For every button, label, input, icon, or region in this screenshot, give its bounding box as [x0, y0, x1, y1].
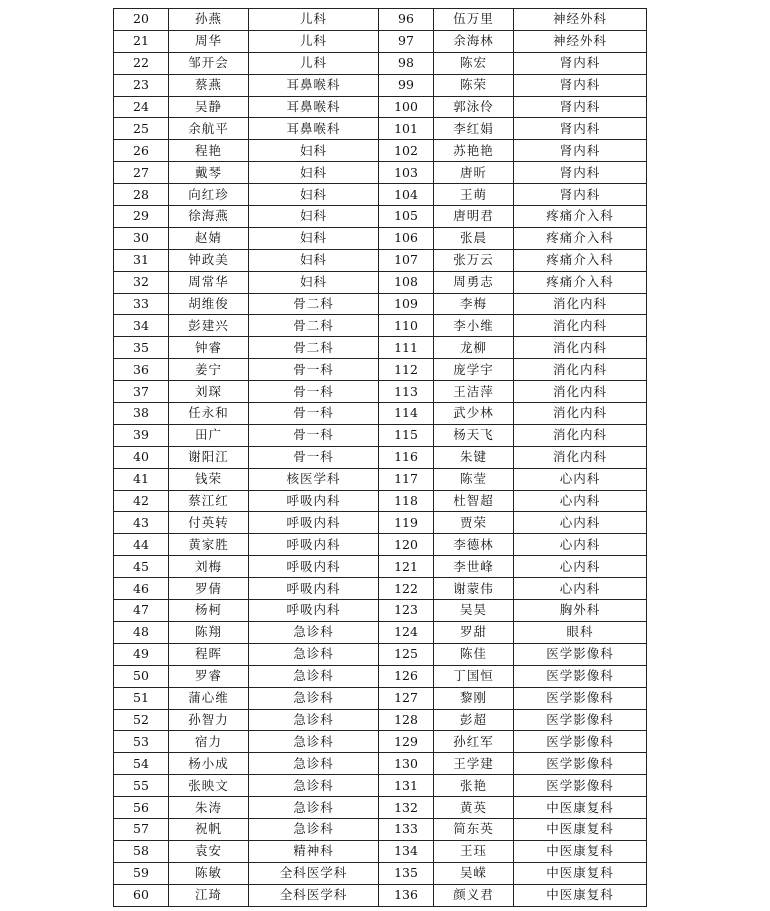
right-name-cell: 吴昊 — [434, 600, 514, 622]
left-name-cell: 张映文 — [169, 775, 249, 797]
left-number-cell: 30 — [114, 227, 169, 249]
left-number-cell: 26 — [114, 140, 169, 162]
table-row — [114, 9, 647, 31]
right-name-cell: 陈莹 — [434, 468, 514, 490]
left-department-cell: 急诊科 — [249, 797, 379, 819]
left-number-cell: 32 — [114, 271, 169, 293]
right-number-cell: 112 — [379, 359, 434, 381]
left-number-cell: 50 — [114, 665, 169, 687]
left-name-cell: 赵婧 — [169, 227, 249, 249]
table-row — [114, 643, 647, 665]
left-name-cell: 江琦 — [169, 884, 249, 906]
right-department-cell: 疼痛介入科 — [514, 227, 647, 249]
left-name-cell: 谢阳江 — [169, 446, 249, 468]
right-name-cell: 李红娟 — [434, 118, 514, 140]
right-name-cell: 杜智超 — [434, 490, 514, 512]
right-number-cell: 129 — [379, 731, 434, 753]
right-name-cell: 王洁萍 — [434, 381, 514, 403]
staff-roster-table — [113, 8, 647, 907]
right-number-cell: 133 — [379, 818, 434, 840]
right-number-cell: 98 — [379, 52, 434, 74]
right-number-cell: 132 — [379, 797, 434, 819]
right-name-cell: 郭泳伶 — [434, 96, 514, 118]
right-department-cell: 肾内科 — [514, 52, 647, 74]
left-number-cell: 43 — [114, 512, 169, 534]
right-department-cell: 肾内科 — [514, 140, 647, 162]
right-department-cell: 消化内科 — [514, 381, 647, 403]
left-number-cell: 46 — [114, 578, 169, 600]
left-department-cell: 骨一科 — [249, 446, 379, 468]
left-number-cell: 54 — [114, 753, 169, 775]
left-department-cell: 耳鼻喉科 — [249, 74, 379, 96]
left-number-cell: 22 — [114, 52, 169, 74]
right-number-cell: 117 — [379, 468, 434, 490]
right-name-cell: 张艳 — [434, 775, 514, 797]
right-number-cell: 130 — [379, 753, 434, 775]
table-row — [114, 797, 647, 819]
table-row — [114, 534, 647, 556]
left-name-cell: 朱涛 — [169, 797, 249, 819]
left-department-cell: 儿科 — [249, 52, 379, 74]
right-number-cell: 134 — [379, 840, 434, 862]
right-name-cell: 贾荣 — [434, 512, 514, 534]
right-name-cell: 简东英 — [434, 818, 514, 840]
left-number-cell: 34 — [114, 315, 169, 337]
left-name-cell: 蔡燕 — [169, 74, 249, 96]
left-department-cell: 核医学科 — [249, 468, 379, 490]
left-department-cell: 妇科 — [249, 162, 379, 184]
right-department-cell: 中医康复科 — [514, 884, 647, 906]
table-row — [114, 884, 647, 906]
left-name-cell: 田广 — [169, 424, 249, 446]
table-row — [114, 52, 647, 74]
left-department-cell: 骨一科 — [249, 359, 379, 381]
right-number-cell: 135 — [379, 862, 434, 884]
table-row — [114, 118, 647, 140]
right-name-cell: 王学建 — [434, 753, 514, 775]
left-name-cell: 蒲心维 — [169, 687, 249, 709]
left-department-cell: 耳鼻喉科 — [249, 96, 379, 118]
left-name-cell: 姜宁 — [169, 359, 249, 381]
right-name-cell: 李世峰 — [434, 556, 514, 578]
right-department-cell: 医学影像科 — [514, 775, 647, 797]
left-number-cell: 60 — [114, 884, 169, 906]
table-row — [114, 140, 647, 162]
right-name-cell: 唐明君 — [434, 206, 514, 228]
table-row — [114, 753, 647, 775]
right-name-cell: 罗甜 — [434, 621, 514, 643]
table-row — [114, 359, 647, 381]
right-department-cell: 肾内科 — [514, 184, 647, 206]
right-number-cell: 104 — [379, 184, 434, 206]
right-name-cell: 王珏 — [434, 840, 514, 862]
table-row — [114, 381, 647, 403]
left-name-cell: 孙智力 — [169, 709, 249, 731]
right-department-cell: 心内科 — [514, 468, 647, 490]
left-number-cell: 25 — [114, 118, 169, 140]
right-name-cell: 黄英 — [434, 797, 514, 819]
left-department-cell: 骨二科 — [249, 337, 379, 359]
right-department-cell: 疼痛介入科 — [514, 249, 647, 271]
left-number-cell: 20 — [114, 9, 169, 31]
right-number-cell: 122 — [379, 578, 434, 600]
table-row — [114, 709, 647, 731]
left-department-cell: 骨一科 — [249, 381, 379, 403]
right-name-cell: 龙柳 — [434, 337, 514, 359]
table-row — [114, 184, 647, 206]
left-name-cell: 邹开会 — [169, 52, 249, 74]
right-name-cell: 谢蒙伟 — [434, 578, 514, 600]
left-number-cell: 37 — [114, 381, 169, 403]
left-number-cell: 55 — [114, 775, 169, 797]
left-number-cell: 27 — [114, 162, 169, 184]
right-department-cell: 消化内科 — [514, 446, 647, 468]
right-department-cell: 肾内科 — [514, 162, 647, 184]
left-name-cell: 祝帆 — [169, 818, 249, 840]
right-number-cell: 110 — [379, 315, 434, 337]
left-department-cell: 急诊科 — [249, 731, 379, 753]
table-row — [114, 271, 647, 293]
left-department-cell: 急诊科 — [249, 753, 379, 775]
left-department-cell: 急诊科 — [249, 818, 379, 840]
left-name-cell: 彭建兴 — [169, 315, 249, 337]
right-number-cell: 97 — [379, 30, 434, 52]
right-department-cell: 心内科 — [514, 556, 647, 578]
right-number-cell: 103 — [379, 162, 434, 184]
right-department-cell: 神经外科 — [514, 9, 647, 31]
right-number-cell: 125 — [379, 643, 434, 665]
right-name-cell: 苏艳艳 — [434, 140, 514, 162]
left-name-cell: 吴静 — [169, 96, 249, 118]
right-name-cell: 余海林 — [434, 30, 514, 52]
right-department-cell: 胸外科 — [514, 600, 647, 622]
left-name-cell: 任永和 — [169, 403, 249, 425]
left-department-cell: 呼吸内科 — [249, 490, 379, 512]
left-name-cell: 罗睿 — [169, 665, 249, 687]
left-name-cell: 钟政美 — [169, 249, 249, 271]
table-row — [114, 403, 647, 425]
right-number-cell: 127 — [379, 687, 434, 709]
right-department-cell: 心内科 — [514, 578, 647, 600]
left-department-cell: 精神科 — [249, 840, 379, 862]
table-row — [114, 96, 647, 118]
table-row — [114, 227, 647, 249]
table-row — [114, 490, 647, 512]
right-name-cell: 吴嵘 — [434, 862, 514, 884]
right-name-cell: 彭超 — [434, 709, 514, 731]
table-row — [114, 512, 647, 534]
right-department-cell: 医学影像科 — [514, 731, 647, 753]
left-number-cell: 23 — [114, 74, 169, 96]
table-row — [114, 818, 647, 840]
table-row — [114, 162, 647, 184]
right-department-cell: 肾内科 — [514, 96, 647, 118]
right-name-cell: 唐昕 — [434, 162, 514, 184]
table-row — [114, 578, 647, 600]
right-name-cell: 李梅 — [434, 293, 514, 315]
roster-body — [114, 9, 647, 907]
left-name-cell: 刘琛 — [169, 381, 249, 403]
left-department-cell: 骨一科 — [249, 403, 379, 425]
left-department-cell: 全科医学科 — [249, 884, 379, 906]
right-department-cell: 消化内科 — [514, 337, 647, 359]
right-number-cell: 106 — [379, 227, 434, 249]
right-department-cell: 消化内科 — [514, 293, 647, 315]
right-number-cell: 105 — [379, 206, 434, 228]
right-number-cell: 120 — [379, 534, 434, 556]
left-department-cell: 儿科 — [249, 9, 379, 31]
right-department-cell: 医学影像科 — [514, 643, 647, 665]
left-name-cell: 孙燕 — [169, 9, 249, 31]
right-name-cell: 陈佳 — [434, 643, 514, 665]
left-name-cell: 黄家胜 — [169, 534, 249, 556]
left-department-cell: 急诊科 — [249, 621, 379, 643]
left-name-cell: 罗倩 — [169, 578, 249, 600]
table-row — [114, 556, 647, 578]
left-name-cell: 胡维俊 — [169, 293, 249, 315]
left-number-cell: 40 — [114, 446, 169, 468]
left-department-cell: 呼吸内科 — [249, 534, 379, 556]
left-number-cell: 57 — [114, 818, 169, 840]
right-department-cell: 消化内科 — [514, 403, 647, 425]
left-number-cell: 52 — [114, 709, 169, 731]
left-number-cell: 45 — [114, 556, 169, 578]
right-number-cell: 118 — [379, 490, 434, 512]
left-department-cell: 急诊科 — [249, 775, 379, 797]
right-department-cell: 心内科 — [514, 490, 647, 512]
left-department-cell: 骨二科 — [249, 293, 379, 315]
left-department-cell: 妇科 — [249, 227, 379, 249]
right-department-cell: 中医康复科 — [514, 818, 647, 840]
right-department-cell: 消化内科 — [514, 424, 647, 446]
left-name-cell: 钟睿 — [169, 337, 249, 359]
right-name-cell: 张万云 — [434, 249, 514, 271]
right-number-cell: 101 — [379, 118, 434, 140]
table-row — [114, 840, 647, 862]
table-row — [114, 293, 647, 315]
right-number-cell: 131 — [379, 775, 434, 797]
right-number-cell: 114 — [379, 403, 434, 425]
left-number-cell: 41 — [114, 468, 169, 490]
left-number-cell: 33 — [114, 293, 169, 315]
left-number-cell: 51 — [114, 687, 169, 709]
left-name-cell: 徐海燕 — [169, 206, 249, 228]
left-number-cell: 38 — [114, 403, 169, 425]
right-department-cell: 中医康复科 — [514, 840, 647, 862]
table-row — [114, 621, 647, 643]
left-number-cell: 58 — [114, 840, 169, 862]
right-name-cell: 孙红军 — [434, 731, 514, 753]
table-row — [114, 337, 647, 359]
left-name-cell: 向红珍 — [169, 184, 249, 206]
table-row — [114, 30, 647, 52]
left-number-cell: 53 — [114, 731, 169, 753]
table-row — [114, 74, 647, 96]
right-name-cell: 朱键 — [434, 446, 514, 468]
left-department-cell: 骨二科 — [249, 315, 379, 337]
right-name-cell: 陈荣 — [434, 74, 514, 96]
right-department-cell: 医学影像科 — [514, 687, 647, 709]
right-name-cell: 伍万里 — [434, 9, 514, 31]
left-name-cell: 陈翔 — [169, 621, 249, 643]
right-name-cell: 杨天飞 — [434, 424, 514, 446]
right-department-cell: 疼痛介入科 — [514, 271, 647, 293]
left-department-cell: 耳鼻喉科 — [249, 118, 379, 140]
right-name-cell: 丁国恒 — [434, 665, 514, 687]
left-name-cell: 宿力 — [169, 731, 249, 753]
table-row — [114, 206, 647, 228]
right-number-cell: 111 — [379, 337, 434, 359]
left-department-cell: 急诊科 — [249, 709, 379, 731]
left-name-cell: 程艳 — [169, 140, 249, 162]
right-name-cell: 颜义君 — [434, 884, 514, 906]
left-name-cell: 陈敏 — [169, 862, 249, 884]
table-row — [114, 862, 647, 884]
right-number-cell: 136 — [379, 884, 434, 906]
right-number-cell: 109 — [379, 293, 434, 315]
right-number-cell: 119 — [379, 512, 434, 534]
right-name-cell: 庞学宇 — [434, 359, 514, 381]
right-number-cell: 126 — [379, 665, 434, 687]
right-name-cell: 周勇志 — [434, 271, 514, 293]
right-department-cell: 肾内科 — [514, 118, 647, 140]
table-row — [114, 687, 647, 709]
table-row — [114, 731, 647, 753]
table-row — [114, 775, 647, 797]
left-name-cell: 周华 — [169, 30, 249, 52]
left-name-cell: 杨小成 — [169, 753, 249, 775]
table-row — [114, 468, 647, 490]
right-number-cell: 123 — [379, 600, 434, 622]
left-number-cell: 21 — [114, 30, 169, 52]
right-department-cell: 疼痛介入科 — [514, 206, 647, 228]
left-department-cell: 呼吸内科 — [249, 600, 379, 622]
left-number-cell: 44 — [114, 534, 169, 556]
left-number-cell: 31 — [114, 249, 169, 271]
table-row — [114, 424, 647, 446]
right-number-cell: 96 — [379, 9, 434, 31]
right-department-cell: 肾内科 — [514, 74, 647, 96]
left-department-cell: 呼吸内科 — [249, 556, 379, 578]
table-row — [114, 600, 647, 622]
right-name-cell: 王萌 — [434, 184, 514, 206]
left-department-cell: 骨一科 — [249, 424, 379, 446]
left-name-cell: 蔡江红 — [169, 490, 249, 512]
left-name-cell: 袁安 — [169, 840, 249, 862]
right-department-cell: 眼科 — [514, 621, 647, 643]
right-department-cell: 中医康复科 — [514, 862, 647, 884]
right-name-cell: 李德林 — [434, 534, 514, 556]
left-name-cell: 周常华 — [169, 271, 249, 293]
left-department-cell: 儿科 — [249, 30, 379, 52]
left-number-cell: 28 — [114, 184, 169, 206]
right-name-cell: 武少林 — [434, 403, 514, 425]
left-number-cell: 36 — [114, 359, 169, 381]
right-department-cell: 心内科 — [514, 534, 647, 556]
left-department-cell: 呼吸内科 — [249, 578, 379, 600]
left-number-cell: 49 — [114, 643, 169, 665]
left-number-cell: 59 — [114, 862, 169, 884]
left-department-cell: 急诊科 — [249, 643, 379, 665]
left-department-cell: 急诊科 — [249, 687, 379, 709]
right-number-cell: 121 — [379, 556, 434, 578]
left-name-cell: 付英转 — [169, 512, 249, 534]
left-department-cell: 呼吸内科 — [249, 512, 379, 534]
right-number-cell: 124 — [379, 621, 434, 643]
left-number-cell: 35 — [114, 337, 169, 359]
right-number-cell: 128 — [379, 709, 434, 731]
right-department-cell: 神经外科 — [514, 30, 647, 52]
right-name-cell: 陈宏 — [434, 52, 514, 74]
left-department-cell: 妇科 — [249, 140, 379, 162]
left-name-cell: 戴琴 — [169, 162, 249, 184]
left-number-cell: 47 — [114, 600, 169, 622]
table-row — [114, 315, 647, 337]
left-name-cell: 钱荣 — [169, 468, 249, 490]
right-department-cell: 心内科 — [514, 512, 647, 534]
left-number-cell: 56 — [114, 797, 169, 819]
left-department-cell: 妇科 — [249, 184, 379, 206]
right-number-cell: 99 — [379, 74, 434, 96]
left-name-cell: 程晖 — [169, 643, 249, 665]
right-department-cell: 中医康复科 — [514, 797, 647, 819]
table-row — [114, 446, 647, 468]
right-department-cell: 消化内科 — [514, 315, 647, 337]
left-number-cell: 24 — [114, 96, 169, 118]
right-name-cell: 李小维 — [434, 315, 514, 337]
left-department-cell: 急诊科 — [249, 665, 379, 687]
right-department-cell: 医学影像科 — [514, 709, 647, 731]
left-department-cell: 全科医学科 — [249, 862, 379, 884]
right-number-cell: 115 — [379, 424, 434, 446]
right-department-cell: 医学影像科 — [514, 753, 647, 775]
right-name-cell: 张晨 — [434, 227, 514, 249]
left-name-cell: 杨柯 — [169, 600, 249, 622]
table-row — [114, 249, 647, 271]
left-number-cell: 39 — [114, 424, 169, 446]
right-number-cell: 116 — [379, 446, 434, 468]
right-department-cell: 医学影像科 — [514, 665, 647, 687]
left-number-cell: 42 — [114, 490, 169, 512]
left-department-cell: 妇科 — [249, 249, 379, 271]
right-department-cell: 消化内科 — [514, 359, 647, 381]
left-name-cell: 刘梅 — [169, 556, 249, 578]
right-number-cell: 113 — [379, 381, 434, 403]
table-row — [114, 665, 647, 687]
right-number-cell: 107 — [379, 249, 434, 271]
right-number-cell: 108 — [379, 271, 434, 293]
right-number-cell: 100 — [379, 96, 434, 118]
right-number-cell: 102 — [379, 140, 434, 162]
left-department-cell: 妇科 — [249, 271, 379, 293]
right-name-cell: 黎刚 — [434, 687, 514, 709]
left-department-cell: 妇科 — [249, 206, 379, 228]
left-number-cell: 29 — [114, 206, 169, 228]
left-number-cell: 48 — [114, 621, 169, 643]
left-name-cell: 余航平 — [169, 118, 249, 140]
